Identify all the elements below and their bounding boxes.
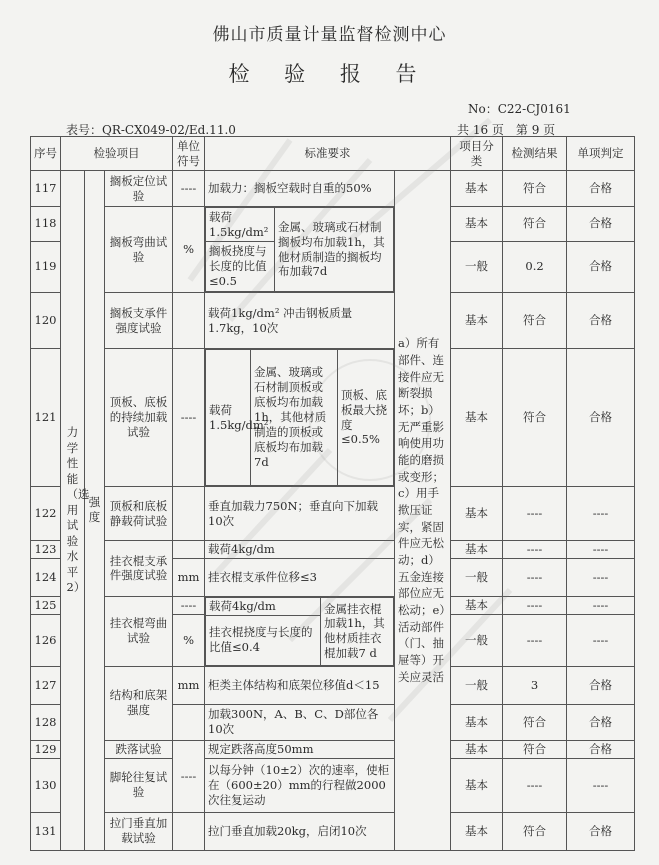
row-category: 基本 [451, 704, 503, 740]
table-row [31, 740, 635, 758]
row-judgement: 合格 [567, 349, 635, 487]
requirement-subtable [205, 349, 394, 486]
row-category: 基本 [451, 293, 503, 349]
row-result: ---- [503, 596, 567, 614]
group-strength [85, 171, 105, 851]
table-row [31, 541, 635, 559]
row-category: 一般 [451, 615, 503, 666]
row-unit: ---- [173, 740, 205, 812]
row-item: 脚轮往复试验 [105, 758, 173, 812]
row-category: 基本 [451, 541, 503, 559]
table-row [31, 666, 635, 704]
row-item: 顶板和底板静载荷试验 [105, 487, 173, 541]
row-category: 一般 [451, 558, 503, 596]
row-result: 符合 [503, 812, 567, 850]
row-result: 符合 [503, 171, 567, 207]
row-requirement: 规定跌落高度50mm [205, 740, 395, 758]
row-judgement: ---- [567, 541, 635, 559]
common-requirement [395, 171, 451, 851]
row-item: 搁板支承件强度试验 [105, 293, 173, 349]
load-spec: 载荷1.5kg/dm² [206, 350, 251, 486]
common-requirement-text: a）所有部件、连接件应无断裂损坏；b）无严重影响使用功能的磨损或变形；c）用手揿压证实，紧固件应无松动；d）五金连接部位应无松动；e）活动部件（门、抽屉等）开关应灵活 [398, 336, 446, 684]
row-requirement [205, 349, 395, 487]
row-requirement: 载荷1kg/dm² 冲击钢板质量1.7kg，10次 [205, 293, 395, 349]
row-unit [173, 704, 205, 740]
table-row [31, 812, 635, 850]
row-judgement: 合格 [567, 740, 635, 758]
row-category: 基本 [451, 596, 503, 614]
row-unit: mm [173, 666, 205, 704]
row-judgement: ---- [567, 487, 635, 541]
row-judgement: 合格 [567, 241, 635, 292]
row-seq: 128 [31, 704, 61, 740]
row-result: 符合 [503, 207, 567, 242]
row-requirement: 挂衣棍支承件位移≤3 [205, 558, 395, 596]
row-judgement: ---- [567, 615, 635, 666]
row-requirement: 柜类主体结构和底架位移值d＜15 [205, 666, 395, 704]
row-result: ---- [503, 487, 567, 541]
header-unit: 单位符号 [173, 137, 205, 171]
row-result: ---- [503, 541, 567, 559]
form-number: 表号：QR-CX049-02/Ed.11.0 [66, 123, 236, 137]
row-judgement: 合格 [567, 812, 635, 850]
row-unit: ---- [173, 349, 205, 487]
row-seq: 131 [31, 812, 61, 850]
row-item: 搁板定位试验 [105, 171, 173, 207]
row-judgement: ---- [567, 596, 635, 614]
report-title: 检 验 报 告 [228, 62, 431, 86]
row-category: 一般 [451, 241, 503, 292]
row-seq: 118 [31, 207, 61, 242]
row-category: 基本 [451, 487, 503, 541]
row-category: 基本 [451, 758, 503, 812]
row-seq: 120 [31, 293, 61, 349]
row-seq: 130 [31, 758, 61, 812]
row-category: 基本 [451, 740, 503, 758]
material-spec: 金属、玻璃或石材制搁板均布加载1h，其他材质制造的搁板均布加载7d [275, 208, 394, 292]
deflection-spec: 顶板、底板最大挠度≤0.5% [338, 350, 394, 486]
material-spec: 金属挂衣棍加载1h，其他材质挂衣棍加载7 d [321, 597, 394, 665]
row-seq: 117 [31, 171, 61, 207]
row-seq: 129 [31, 740, 61, 758]
row-item: 结构和底架强度 [105, 666, 173, 740]
row-judgement: ---- [567, 758, 635, 812]
row-seq: 125 [31, 596, 61, 614]
row-judgement: 合格 [567, 207, 635, 242]
row-requirement: 以每分钟（10±2）次的速率，使柜在（600±20）mm的行程做2000次往复运动 [205, 758, 395, 812]
row-requirement [205, 596, 395, 666]
group-mechanical-label: 力学性能（选用试验水平2） [66, 425, 90, 595]
header-seq: 序号 [31, 137, 61, 171]
row-seq: 122 [31, 487, 61, 541]
row-requirement: 加载300N，A、B、C、D部位各10次 [205, 704, 395, 740]
header-result: 检测结果 [503, 137, 567, 171]
load-spec: 载荷4kg/dm [206, 597, 321, 615]
row-category: 基本 [451, 812, 503, 850]
table-row [31, 207, 635, 242]
row-requirement: 加载力：搁板空载时自重的50% [205, 171, 395, 207]
row-seq: 121 [31, 349, 61, 487]
table-row [31, 596, 635, 614]
row-item: 拉门垂直加载试验 [105, 812, 173, 850]
row-requirement: 垂直加载力750N；垂直向下加载10次 [205, 487, 395, 541]
row-result: 符合 [503, 704, 567, 740]
row-result: ---- [503, 758, 567, 812]
header-item: 检验项目 [61, 137, 173, 171]
row-category: 基本 [451, 207, 503, 242]
row-judgement: 合格 [567, 293, 635, 349]
header-standard: 标准要求 [205, 137, 451, 171]
row-category: 基本 [451, 171, 503, 207]
row-result: 3 [503, 666, 567, 704]
row-seq: 124 [31, 558, 61, 596]
header-category: 项目分类 [451, 137, 503, 171]
deflection-spec: 挂衣棍挠度与长度的比值≤0.4 [206, 615, 321, 665]
report-number: No：C22-CJ0161 [468, 102, 571, 116]
row-unit [173, 293, 205, 349]
row-seq: 127 [31, 666, 61, 704]
row-unit [173, 541, 205, 559]
row-category: 基本 [451, 349, 503, 487]
row-requirement [205, 207, 395, 293]
row-judgement: 合格 [567, 171, 635, 207]
row-result: ---- [503, 615, 567, 666]
row-item: 挂衣棍弯曲试验 [105, 596, 173, 666]
row-item: 挂衣棍支承件强度试验 [105, 541, 173, 597]
row-item: 跌落试验 [105, 740, 173, 758]
row-result: 符合 [503, 349, 567, 487]
table-row [31, 758, 635, 812]
table-header-row [31, 137, 635, 171]
row-category: 一般 [451, 666, 503, 704]
row-unit [173, 487, 205, 541]
header-judgement: 单项判定 [567, 137, 635, 171]
row-unit: mm [173, 558, 205, 596]
row-seq: 126 [31, 615, 61, 666]
table-row [31, 487, 635, 541]
row-item: 顶板、底板的持续加载试验 [105, 349, 173, 487]
row-result: 符合 [503, 293, 567, 349]
row-unit: ---- [173, 596, 205, 614]
row-unit [173, 812, 205, 850]
material-spec: 金属、玻璃或石材制顶板或底板均布加载1h，其他材质制造的顶板或底板均布加载7d [251, 350, 338, 486]
row-seq: 123 [31, 541, 61, 559]
row-judgement: ---- [567, 558, 635, 596]
requirement-subtable [205, 597, 394, 666]
inspection-table [30, 136, 635, 851]
row-requirement: 拉门垂直加载20kg，启闭10次 [205, 812, 395, 850]
table-row [31, 171, 635, 207]
row-result: 0.2 [503, 241, 567, 292]
row-item: 搁板弯曲试验 [105, 207, 173, 293]
deflection-spec: 搁板挠度与长度的比值≤0.5 [206, 242, 275, 292]
table-row [31, 293, 635, 349]
row-result: 符合 [503, 740, 567, 758]
requirement-subtable [205, 207, 394, 292]
table-row [31, 349, 635, 487]
row-requirement: 载荷4kg/dm [205, 541, 395, 559]
org-name: 佛山市质量计量监督检测中心 [212, 25, 447, 45]
row-unit: % [173, 615, 205, 666]
load-spec: 载荷1.5kg/dm² [206, 208, 275, 242]
row-unit: % [173, 207, 205, 293]
row-seq: 119 [31, 241, 61, 292]
page-info: 共 16 页 第 9 页 [457, 123, 556, 137]
row-unit: ---- [173, 171, 205, 207]
row-judgement: 合格 [567, 704, 635, 740]
group-mechanical [61, 171, 90, 851]
group-strength-label: 强度 [88, 494, 101, 525]
row-result: ---- [503, 558, 567, 596]
row-judgement: 合格 [567, 666, 635, 704]
